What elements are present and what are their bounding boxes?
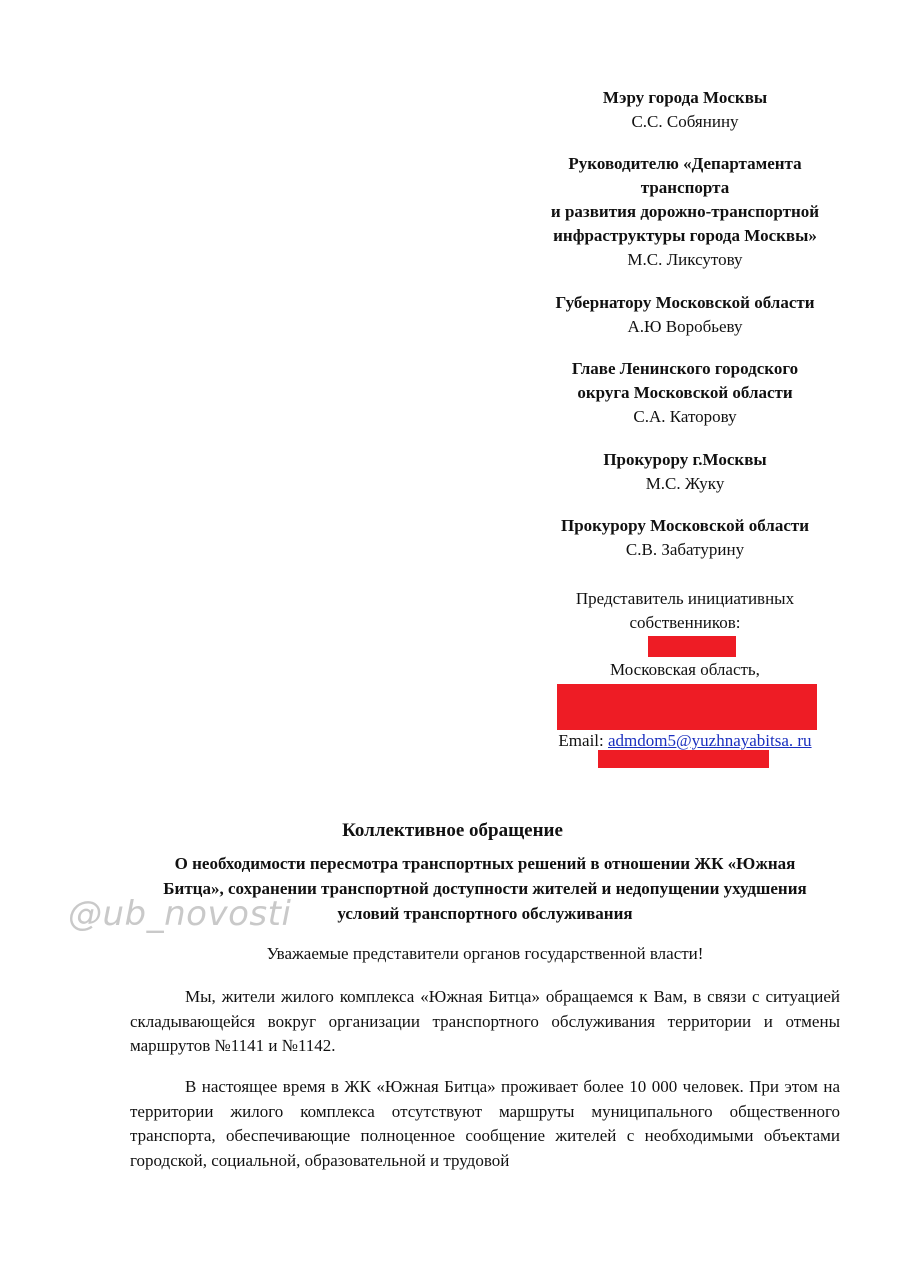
subject-line: условий транспортного обслуживания <box>337 904 633 923</box>
addressee-region-prosecutor <box>525 514 845 562</box>
redacted-name <box>648 636 736 657</box>
addressee-title: Прокурору Московской области <box>560 516 810 535</box>
addressee-title-line: и развития дорожно-транспортной <box>550 202 820 221</box>
paragraph-1: Мы, жители жилого комплекса «Южная Битца» обращаемся к Вам, в связи с ситуацией складывающейся вокруг организации транспортного обслуживания территории и отмены маршрутов №1141 и №1142. <box>130 987 840 1055</box>
email-label: Email: <box>558 731 604 750</box>
subject-line: Битца», сохранении транспортной доступности жителей и недопущении ухудшения <box>163 879 807 898</box>
addressee-name: С.А. Каторову <box>633 407 737 426</box>
representative-label <box>545 587 825 635</box>
addressee-governor <box>525 291 845 339</box>
email-line <box>525 730 845 752</box>
addressee-title: Губернатору Московской области <box>555 293 815 312</box>
addressee-name: С.С. Собянину <box>631 112 739 131</box>
addressee-title-line: округа Московской области <box>577 383 793 402</box>
addressee-name: С.В. Забатурину <box>625 540 745 559</box>
addressee-title-line: транспорта <box>640 178 730 197</box>
email-link[interactable]: admdom5@yuzhnayabitsa. ru <box>608 731 812 750</box>
paragraph-2: В настоящее время в ЖК «Южная Битца» проживает более 10 000 человек. При этом на территории жилого комплекса отсутствуют маршруты муниципального общественного транспорта, обеспечивающие полноценное сообщение жителей с необходимыми объектами городской, социальной, образовательной и трудовой <box>130 1077 840 1170</box>
representative-line: собственников: <box>629 613 741 632</box>
addressee-name: М.С. Жуку <box>645 474 725 493</box>
addressee-name: М.С. Ликсутову <box>627 250 743 269</box>
addressee-title: Прокурору г.Москвы <box>603 450 767 469</box>
redacted-phone <box>598 750 769 768</box>
redacted-address <box>557 684 817 730</box>
representative-region: Московская область, <box>610 660 760 679</box>
subject-line: О необходимости пересмотра транспортных решений в отношении ЖК «Южная <box>174 854 796 873</box>
addressee-transport-department <box>525 152 845 272</box>
addressee-title-line: инфраструктуры города Москвы» <box>553 226 817 245</box>
addressee-title-line: Главе Ленинского городского <box>571 359 799 378</box>
addressee-title: Мэру города Москвы <box>602 88 768 107</box>
representative-line: Представитель инициативных <box>575 589 795 608</box>
greeting: Уважаемые представители органов государственной власти! <box>266 944 704 963</box>
addressee-title-line: Руководителю «Департамента <box>568 154 802 173</box>
addressee-mayor <box>525 86 845 134</box>
watermark: @ub_novosti <box>68 894 292 934</box>
addressee-district-head <box>525 357 845 429</box>
document-title: Коллективное обращение <box>342 820 563 841</box>
addressee-moscow-prosecutor <box>525 448 845 496</box>
addressee-name: А.Ю Воробьеву <box>627 317 743 336</box>
